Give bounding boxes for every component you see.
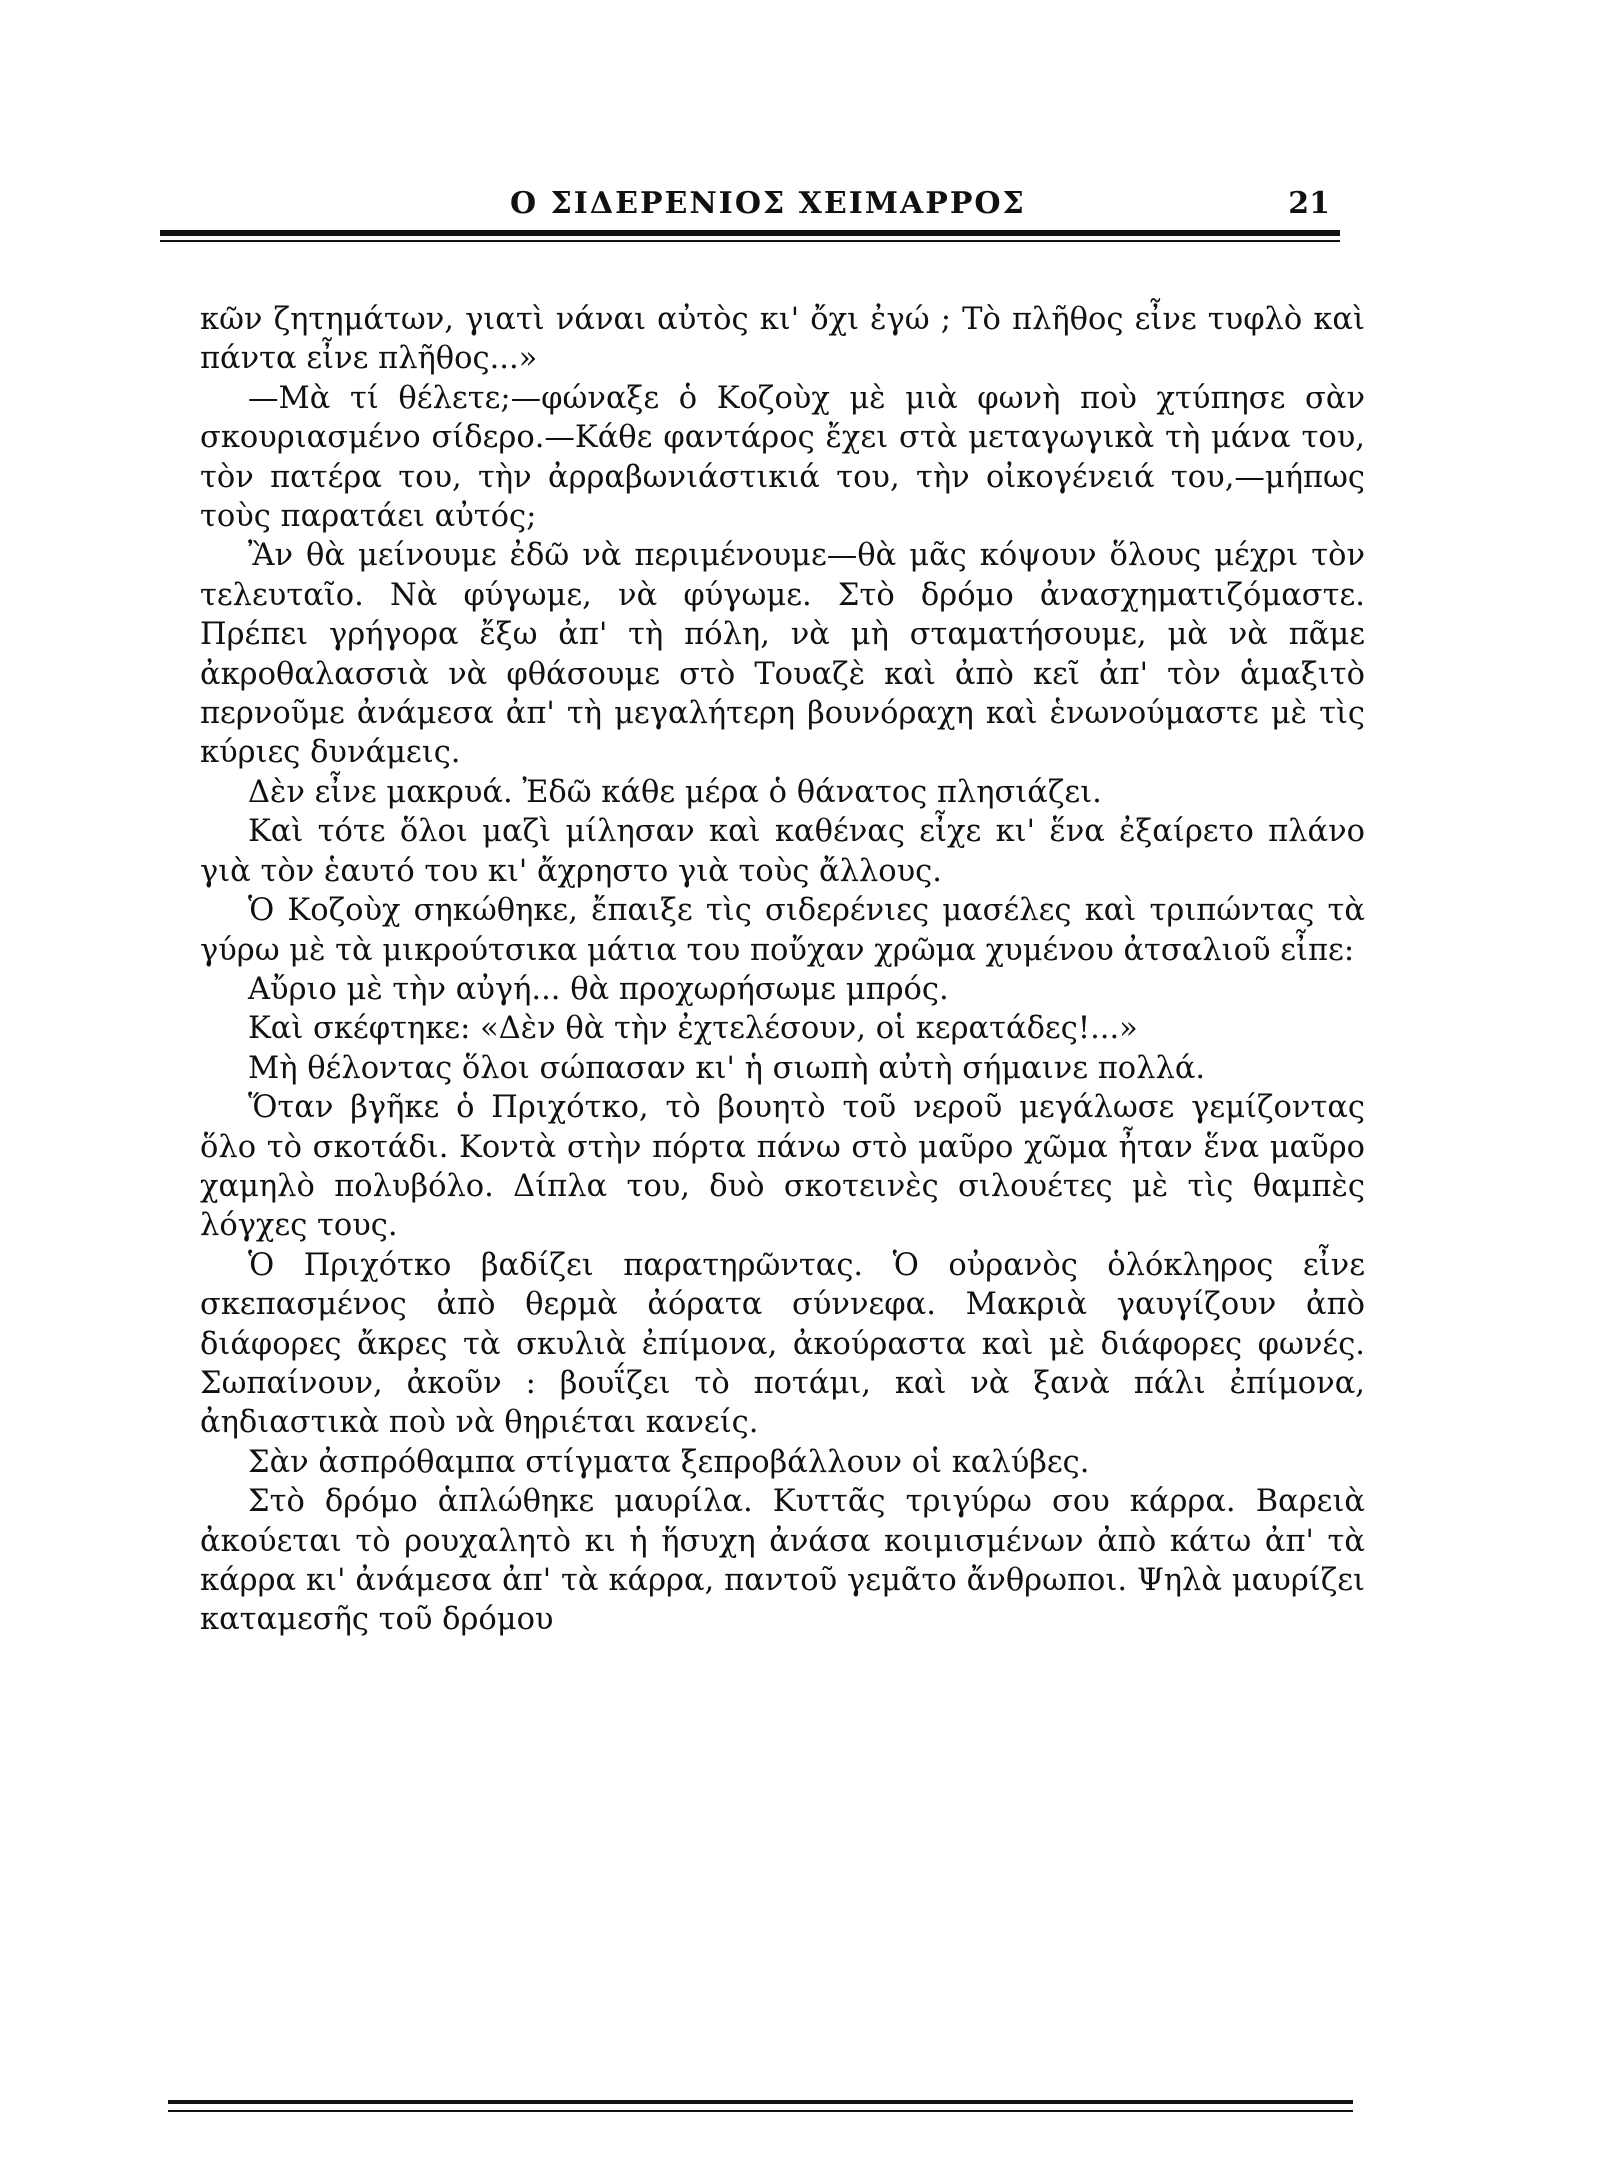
paragraph: —Μὰ τί θέλετε;—φώναξε ὁ Κοζοὺχ μὲ μιὰ φωνὴ ποὺ χτύπησε σὰν σκουριασμένο σίδερο.—Κάθε φαντάρος ἔχει στὰ μεταγωγικὰ τὴ μάνα του, τὸν πατέρα του, τὴν ἀρραβωνιάστικιά του, τὴν οἰκογένειά του,—μήπως τοὺς παρατάει αὐτός; xyxy=(200,380,1365,535)
paragraph: Καὶ σκέφτηκε: «Δὲν θὰ τὴν ἐχτελέσουν, οἱ κερατάδες!...» xyxy=(248,1011,1138,1047)
paragraph: Δὲν εἶνε μακρυά. Ἐδῶ κάθε μέρα ὁ θάνατος πλησιάζει. xyxy=(248,774,1102,810)
page-number: 21 xyxy=(1288,186,1330,221)
body-text xyxy=(200,300,1365,1640)
page-header xyxy=(170,186,1340,236)
footer-rule-thin xyxy=(168,2110,1353,2112)
paragraph: Ὁ Πριχότκο βαδίζει παρατηρῶντας. Ὁ οὐρανὸς ὁλόκληρος εἶνε σκεπασμένος ἀπὸ θερμὰ ἀόρατα σύννεφα. Μακριὰ γαυγίζουν ἀπὸ διάφορες ἄκρες τὰ σκυλιὰ ἐπίμονα, ἀκούραστα καὶ μὲ διάφορες φωνές. Σωπαίνουν, ἀκοῦν : βουΐζει τὸ ποτάμι, καὶ νὰ ξανὰ πάλι ἐπίμονα, ἀηδιαστικὰ ποὺ νὰ θηριέται κανείς. xyxy=(200,1247,1365,1441)
header-rule xyxy=(160,230,1340,236)
paragraph: Ἂν θὰ μείνουμε ἐδῶ νὰ περιμένουμε—θὰ μᾶς κόψουν ὅλους μέχρι τὸν τελευταῖο. Νὰ φύγωμε, νὰ φύγωμε. Στὸ δρόμο ἀνασχηματιζόμαστε. Πρέπει γρήγορα ἔξω ἀπ' τὴ πόλη, νὰ μὴ σταματήσουμε, μὰ νὰ πᾶμε ἀκροθαλασσιὰ νὰ φθάσουμε στὸ Τουαζὲ καὶ ἀπὸ κεῖ ἀπ' τὸν ἁμαξιτὸ περνοῦμε ἀνάμεσα ἀπ' τὴ μεγαλήτερη βουνόραχη καὶ ἑνωνούμαστε μὲ τὶς κύριες δυνάμεις. xyxy=(200,538,1365,771)
paragraph: Αὔριο μὲ τὴν αὐγή... θὰ προχωρήσωμε μπρός. xyxy=(248,971,949,1007)
paragraph: Στὸ δρόμο ἁπλώθηκε μαυρίλα. Κυττᾶς τριγύρω σου κάρρα. Βαρειὰ ἀκούεται τὸ ρουχαλητὸ κι ἡ ἥσυχη ἀνάσα κοιμισμένων ἀπὸ κάτω ἀπ' τὰ κάρρα κι' ἀνάμεσα ἀπ' τὰ κάρρα, παντοῦ γεμᾶτο ἄνθρωποι. Ψηλὰ μαυρίζει καταμεσῆς τοῦ δρόμου xyxy=(200,1484,1365,1638)
paragraph: Ὁ Κοζοὺχ σηκώθηκε, ἔπαιξε τὶς σιδερένιες μασέλες καὶ τριπώντας τὰ γύρω μὲ τὰ μικρούτσικα μάτια του ποὔχαν χρῶμα χυμένου ἀτσαλιοῦ εἶπε: xyxy=(200,893,1365,968)
paragraph: Σὰν ἀσπρόθαμπα στίγματα ξεπροβάλλουν οἱ καλύβες. xyxy=(248,1444,1090,1480)
paragraph: Μὴ θέλοντας ὅλοι σώπασαν κι' ἡ σιωπὴ αὐτὴ σήμαινε πολλά. xyxy=(248,1050,1206,1086)
footer-rule xyxy=(168,2100,1353,2104)
header-rule-thin xyxy=(160,240,1340,242)
paragraph: κῶν ζητημάτων, γιατὶ νάναι αὐτὸς κι' ὄχι ἐγώ ; Τὸ πλῆθος εἶνε τυφλὸ καὶ πάντα εἶνε πλῆθος...» xyxy=(200,302,1365,377)
paragraph: Καὶ τότε ὅλοι μαζὶ μίλησαν καὶ καθένας εἶχε κι' ἕνα ἐξαίρετο πλάνο γιὰ τὸν ἑαυτό του κι' ἄχρηστο γιὰ τοὺς ἄλλους. xyxy=(200,814,1365,889)
running-title: Ο ΣΙΔΕΡΕΝΙΟΣ ΧΕΙΜΑΡΡΟΣ xyxy=(510,186,1026,221)
paragraph: Ὅταν βγῆκε ὁ Πριχότκο, τὸ βουητὸ τοῦ νεροῦ μεγάλωσε γεμίζοντας ὅλο τὸ σκοτάδι. Κοντὰ στὴν πόρτα πάνω στὸ μαῦρο χῶμα ἦταν ἕνα μαῦρο χαμηλὸ πολυβόλο. Δίπλα του, δυὸ σκοτεινὲς σιλουέτες μὲ τὶς θαμπὲς λόγχες τους. xyxy=(200,1090,1365,1244)
